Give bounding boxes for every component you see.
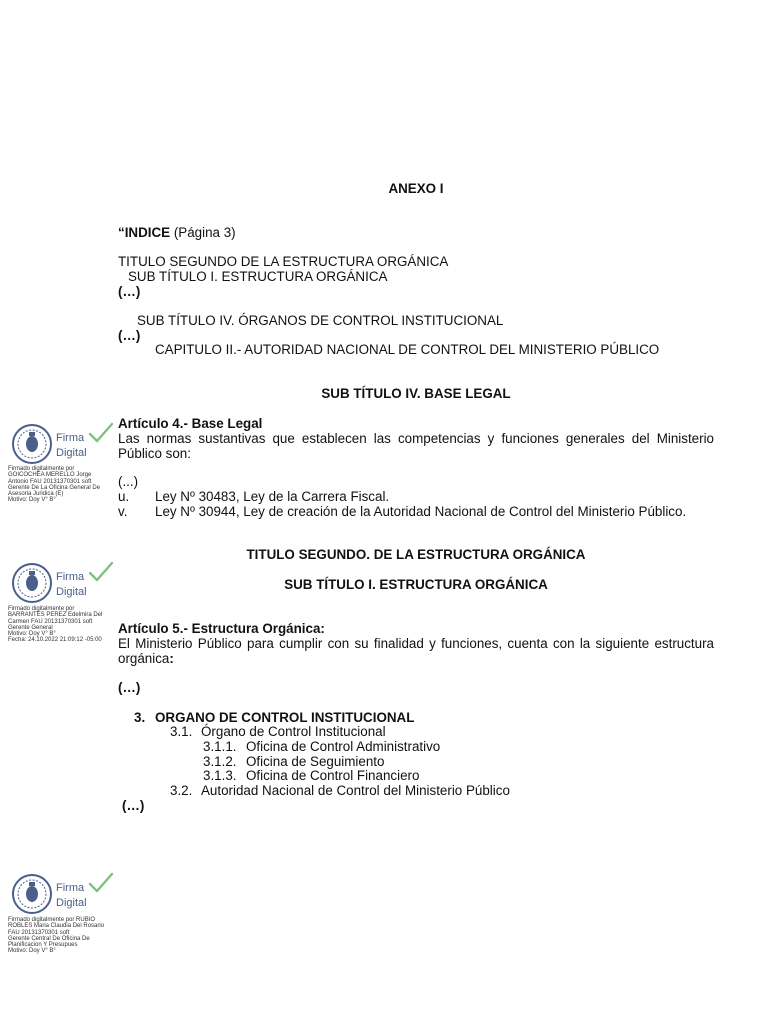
- organ-number: 3.: [134, 710, 146, 725]
- index-ellipsis-1: (…): [118, 284, 141, 299]
- signature-line: Carmen FAU 20131370301 soft: [8, 618, 93, 625]
- signature-text-2: [8, 606, 116, 644]
- signature-line: Fecha: 24.10.2022 21:09:12 -05:00: [8, 637, 102, 644]
- signature-line: Asesoria Juridica (E): [8, 491, 64, 498]
- seal-icon: [13, 875, 51, 913]
- sub-1-label: Órgano de Control Institucional: [201, 724, 386, 739]
- organ-label: ORGANO DE CONTROL INSTITUCIONAL: [155, 710, 415, 725]
- base-legal-heading: SUB TÍTULO IV. BASE LEGAL: [321, 386, 511, 401]
- signature-line: GOICOCHEA MERELLO Jorge: [8, 472, 92, 479]
- structure-ellipsis-1: (…): [118, 680, 141, 695]
- law-item-v-text: Ley Nº 30944, Ley de creación de la Autoridad Nacional de Control del Ministerio Público.: [155, 504, 687, 519]
- index-title-2: TITULO SEGUNDO DE LA ESTRUCTURA ORGÁNICA: [118, 254, 449, 269]
- check-icon: [90, 874, 112, 891]
- signature-stamp-3: [8, 868, 124, 918]
- sub-2-label: Autoridad Nacional de Control del Ministerio Público: [201, 783, 510, 798]
- logo-word-firma: Firma: [56, 882, 85, 894]
- signature-line: Gerente General: [8, 624, 53, 631]
- logo-word-firma: Firma: [56, 571, 85, 583]
- seal-icon: [13, 425, 51, 463]
- article-5-title: Artículo 5.- Estructura Orgánica:: [118, 621, 325, 636]
- office-2-number: 3.1.2.: [203, 754, 237, 769]
- article-4-paragraph: Las normas sustantivas que establecen las competencias y funciones generales del Ministerio Público son:: [118, 431, 714, 461]
- sub-2-number: 3.2.: [170, 783, 193, 798]
- index-heading: [118, 225, 236, 240]
- article-5-paragraph: [118, 636, 714, 666]
- office-1-number: 3.1.1.: [203, 739, 237, 754]
- index-open-quote: “: [118, 225, 125, 240]
- signature-text-3: [8, 917, 116, 955]
- signature-line: Motivo: Doy V° B°: [8, 497, 56, 504]
- firma-digital-logo: [8, 868, 118, 918]
- sub-1-number: 3.1.: [170, 724, 193, 739]
- signature-line: FAU 20131370301 soft: [8, 929, 70, 936]
- index-ellipsis-2: (…): [118, 328, 141, 343]
- signature-stamp-2: [8, 557, 124, 607]
- office-2-label: Oficina de Seguimiento: [246, 754, 385, 769]
- signature-text-1: [8, 466, 116, 504]
- signature-line: Motivo: Doy V° B°: [8, 631, 56, 638]
- index-page-note: (Página 3): [170, 225, 236, 240]
- structure-ellipsis-2: (…): [122, 798, 145, 813]
- signature-line: Gerente De La Oficina General De: [8, 484, 101, 491]
- signature-line: Firmado digitalmente por RUBIO: [8, 917, 96, 923]
- logo-word-firma: Firma: [56, 432, 85, 444]
- law-item-u-letter: u.: [118, 489, 130, 504]
- article-4-title: Artículo 4.- Base Legal: [118, 416, 263, 431]
- article-5-paragraph-text: El Ministerio Público para cumplir con su finalidad y funciones, cuenta con la siguiente estructura orgánica: [118, 636, 714, 666]
- logo-word-digital: Digital: [56, 586, 87, 598]
- logo-word-digital: Digital: [56, 897, 87, 909]
- article-5-paragraph-colon: :: [169, 651, 174, 666]
- index-subtitle-4: SUB TÍTULO IV. ÓRGANOS DE CONTROL INSTITUCIONAL: [137, 313, 504, 328]
- signature-line: Antonio FAU 20131370301 soft: [8, 478, 92, 485]
- check-icon: [90, 563, 112, 580]
- firma-digital-logo: [8, 418, 118, 468]
- signature-stamp-1: [8, 418, 124, 468]
- office-3-number: 3.1.3.: [203, 768, 237, 783]
- firma-digital-logo: [8, 557, 118, 607]
- office-1-label: Oficina de Control Administrativo: [246, 739, 441, 754]
- structure-subtitle-heading: SUB TÍTULO I. ESTRUCTURA ORGÁNICA: [284, 577, 548, 592]
- signature-line: Firmado digitalmente por: [8, 466, 75, 472]
- signature-line: Gerente Central De Oficina De: [8, 935, 90, 942]
- logo-word-digital: Digital: [56, 447, 87, 459]
- office-3-label: Oficina de Control Financiero: [246, 768, 420, 783]
- signature-line: Firmado digitalmente por: [8, 606, 75, 612]
- index-subtitle-1: SUB TÍTULO I. ESTRUCTURA ORGÁNICA: [128, 269, 388, 284]
- law-item-v-letter: v.: [118, 504, 128, 519]
- seal-icon: [13, 564, 51, 602]
- index-label: INDICE: [124, 225, 171, 240]
- law-item-u-text: Ley Nº 30483, Ley de la Carrera Fiscal.: [155, 489, 390, 504]
- signature-line: BARRANTES PEREZ Edelmira Del: [8, 612, 103, 619]
- signature-line: Motivo: Doy V° B°: [8, 948, 56, 955]
- signature-line: Planificacion Y Presupues: [8, 942, 78, 949]
- check-icon: [90, 424, 112, 441]
- annex-title: ANEXO I: [388, 181, 444, 196]
- index-chapter-2: CAPITULO II.- AUTORIDAD NACIONAL DE CONTROL DEL MINISTERIO PÚBLICO: [155, 342, 660, 357]
- structure-title-heading: TITULO SEGUNDO. DE LA ESTRUCTURA ORGÁNICA: [246, 547, 586, 562]
- article-4-ellipsis: (...): [118, 474, 139, 489]
- signature-line: ROBLES Maria Claudia Del Rosario: [8, 923, 105, 930]
